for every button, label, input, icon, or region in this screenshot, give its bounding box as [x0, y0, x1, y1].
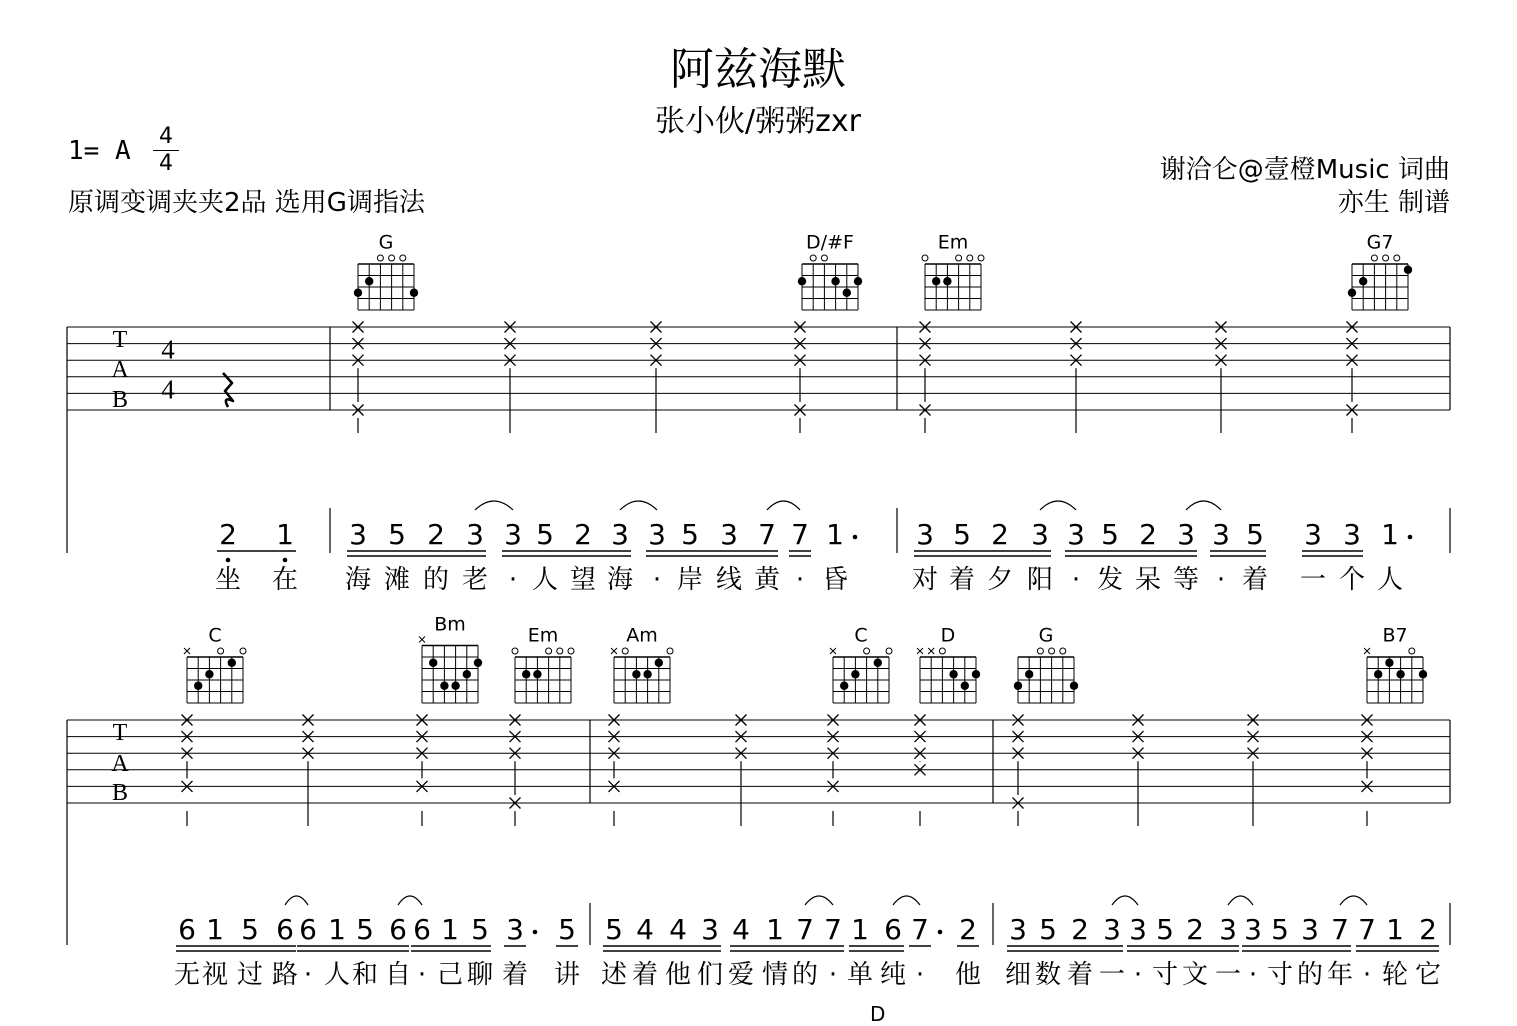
jianpu-note: 1 — [826, 518, 844, 551]
lyric-syllable: 在 — [271, 565, 299, 595]
lyric-syllable: 的 — [791, 960, 819, 990]
tab-clef-letter: T — [112, 720, 128, 746]
lyric-syllable: 单 — [846, 960, 874, 990]
lyric-syllable: 细 — [1004, 960, 1032, 990]
jianpu-note: 3 — [1009, 913, 1027, 946]
jianpu-note: 1 — [441, 913, 459, 946]
jianpu-note: 3 — [1244, 913, 1262, 946]
lyric-syllable: 黄 — [753, 565, 781, 595]
jianpu-note: 3 — [648, 518, 666, 551]
jianpu-note: 3 — [701, 913, 719, 946]
lyric-syllable: 岸 — [676, 565, 704, 595]
jianpu-note: 4 — [636, 913, 654, 946]
time-signature-top: 4 — [153, 126, 179, 151]
jianpu-note: 2 — [959, 913, 977, 946]
jianpu-note: 1 — [328, 913, 346, 946]
jianpu-note: 7 — [824, 913, 842, 946]
lyric-syllable: 昏 — [821, 565, 849, 595]
jianpu-note: 3 — [504, 518, 522, 551]
time-signature — [153, 126, 179, 175]
lyric-extension-dot: · — [417, 960, 427, 990]
lyric-extension-dot: · — [828, 960, 838, 990]
lyric-syllable: 线 — [715, 565, 743, 595]
chord-name: G — [1038, 624, 1054, 647]
lyric-syllable: 望 — [569, 565, 597, 595]
lyric-syllable: 纯 — [879, 960, 907, 990]
jianpu-note: 6 — [299, 913, 317, 946]
lyric-syllable: 夕 — [986, 565, 1014, 595]
lyric-syllable: 视 — [201, 960, 229, 990]
lyrics-music-credit: 谢洽仑@壹橙Music 词曲 — [1159, 155, 1450, 185]
jianpu-note: 5 — [681, 518, 699, 551]
song-title: 阿兹海默 — [670, 44, 846, 95]
jianpu-note: 3 — [1177, 518, 1195, 551]
lyric-syllable: 情 — [761, 960, 789, 990]
jianpu-note: 3 — [1301, 913, 1319, 946]
lyric-syllable: 呆 — [1134, 565, 1162, 595]
artist-name: 张小伙/粥粥zxr — [655, 104, 861, 139]
lyric-syllable: 个 — [1338, 565, 1366, 595]
jianpu-note: 2 — [1186, 913, 1204, 946]
lyric-syllable: 滩 — [383, 565, 411, 595]
tab-clef-letter: T — [112, 327, 128, 353]
jianpu-note: 3 — [1067, 518, 1085, 551]
lyric-syllable: 自 — [384, 960, 412, 990]
lyric-syllable: 人 — [1376, 565, 1404, 595]
jianpu-note: 1 — [851, 913, 869, 946]
jianpu-note: 5 — [1039, 913, 1057, 946]
jianpu-note: 5 — [241, 913, 259, 946]
jianpu-note: 7 — [1331, 913, 1349, 946]
jianpu-note: 1 — [1381, 518, 1399, 551]
jianpu-note: 5 — [388, 518, 406, 551]
jianpu-note: 1 — [1386, 913, 1404, 946]
jianpu-note: 3 — [1129, 913, 1147, 946]
jianpu-note: 3 — [1103, 913, 1121, 946]
jianpu-note: 5 — [953, 518, 971, 551]
lyric-syllable: 聊 — [466, 960, 494, 990]
jianpu-note: 3 — [611, 518, 629, 551]
jianpu-note: 5 — [1246, 518, 1264, 551]
jianpu-note: 6 — [178, 913, 196, 946]
lyric-syllable: 一 — [1214, 960, 1242, 990]
lyric-syllable: 着 — [631, 960, 659, 990]
lyric-syllable: 对 — [911, 565, 939, 595]
lyric-syllable: 寸 — [1266, 960, 1294, 990]
jianpu-note: 3 — [720, 518, 738, 551]
lyric-syllable: 的 — [1296, 960, 1324, 990]
transcriber-credit: 亦生 制谱 — [1337, 188, 1450, 218]
jianpu-note: 2 — [427, 518, 445, 551]
chord-name: Am — [626, 624, 658, 647]
lyric-extension-dot: · — [652, 565, 662, 595]
jianpu-note: 6 — [276, 913, 294, 946]
lyric-extension-dot: · — [1362, 960, 1372, 990]
jianpu-note: 3 — [1219, 913, 1237, 946]
jianpu-note: 3 — [1212, 518, 1230, 551]
lyric-syllable: 己 — [436, 960, 464, 990]
lyric-syllable: 人 — [323, 960, 351, 990]
jianpu-note: 3 — [466, 518, 484, 551]
lyric-extension-dot: · — [508, 565, 518, 595]
lyric-syllable: 寸 — [1151, 960, 1179, 990]
lyric-syllable: 着 — [1066, 960, 1094, 990]
chord-name: Bm — [434, 613, 466, 635]
jianpu-note: 6 — [413, 913, 431, 946]
lyric-syllable: 路 — [271, 960, 299, 990]
tab-clef-letter: B — [111, 387, 129, 413]
chord-name: C — [208, 624, 222, 647]
jianpu-note: 3 — [1343, 518, 1361, 551]
jianpu-note: 7 — [1358, 913, 1376, 946]
jianpu-note: 3 — [1031, 518, 1049, 551]
lyric-syllable: 数 — [1034, 960, 1062, 990]
jianpu-note: 2 — [1419, 913, 1437, 946]
jianpu-note: 5 — [558, 913, 576, 946]
jianpu-note: 5 — [1101, 518, 1119, 551]
jianpu-note: 3 — [349, 518, 367, 551]
chord-name: G7 — [1366, 231, 1394, 254]
jianpu-note: 5 — [471, 913, 489, 946]
lyric-syllable: 无 — [173, 960, 201, 990]
lyric-syllable: 一 — [1299, 565, 1327, 595]
jianpu-note: 2 — [1071, 913, 1089, 946]
jianpu-note: 3 — [916, 518, 934, 551]
jianpu-note: 7 — [796, 913, 814, 946]
time-signature-bottom: 4 — [159, 151, 173, 176]
lyric-syllable: 坐 — [214, 565, 242, 595]
jianpu-note: 2 — [1139, 518, 1157, 551]
tab-clef-letter: B — [111, 780, 129, 806]
tab-time-signature-top: 4 — [161, 334, 175, 365]
lyric-extension-dot: · — [1248, 960, 1258, 990]
lyric-syllable: 他 — [664, 960, 692, 990]
tab-time-signature-bottom: 4 — [161, 374, 175, 405]
lyric-syllable: 他 — [954, 960, 982, 990]
jianpu-note: 2 — [574, 518, 592, 551]
jianpu-note: 7 — [911, 913, 929, 946]
lyric-syllable: 海 — [344, 565, 372, 595]
jianpu-note: 6 — [389, 913, 407, 946]
lyric-syllable: 过 — [236, 960, 264, 990]
lyric-syllable: 阳 — [1026, 565, 1054, 595]
lyric-extension-dot: · — [1133, 960, 1143, 990]
lyric-extension-dot: · — [1216, 565, 1226, 595]
lyric-syllable: 的 — [422, 565, 450, 595]
jianpu-note: 3 — [506, 913, 524, 946]
chord-name: Em — [527, 624, 559, 647]
key-signature: 1= A — [68, 136, 131, 166]
lyric-syllable: 发 — [1096, 565, 1124, 595]
chord-name: D — [940, 624, 956, 647]
jianpu-note: 5 — [356, 913, 374, 946]
lyric-syllable: 们 — [696, 960, 724, 990]
lyric-syllable: 述 — [600, 960, 628, 990]
lyric-syllable: 和 — [351, 960, 379, 990]
capo-note: 原调变调夹夹2品 选用G调指法 — [68, 188, 425, 218]
lyric-syllable: 一 — [1098, 960, 1126, 990]
jianpu-note: 7 — [758, 518, 776, 551]
jianpu-note: 3 — [1304, 518, 1322, 551]
lyric-extension-dot: · — [795, 565, 805, 595]
jianpu-note: 5 — [605, 913, 623, 946]
next-system-chord-label: D — [870, 1002, 886, 1026]
tab-clef-letter: A — [111, 751, 129, 777]
lyric-syllable: 它 — [1414, 960, 1442, 990]
jianpu-note: 5 — [1156, 913, 1174, 946]
jianpu-note: 2 — [219, 518, 237, 551]
lyric-syllable: 等 — [1172, 565, 1200, 595]
lyric-syllable: 老 — [461, 565, 489, 595]
jianpu-note: 1 — [276, 518, 294, 551]
jianpu-note: 1 — [766, 913, 784, 946]
chord-name: G — [378, 231, 394, 254]
lyric-syllable: 着 — [1241, 565, 1269, 595]
jianpu-note: 4 — [669, 913, 687, 946]
jianpu-note: 5 — [1271, 913, 1289, 946]
next-system-chord-name — [866, 1002, 890, 1026]
lyric-syllable: 人 — [531, 565, 559, 595]
lyric-syllable: 着 — [948, 565, 976, 595]
jianpu-note: 7 — [791, 518, 809, 551]
chord-name: C — [854, 624, 868, 647]
lyric-syllable: 讲 — [553, 960, 581, 990]
chord-name: Em — [937, 231, 969, 254]
lyric-syllable: 海 — [606, 565, 634, 595]
lyric-syllable: 爱 — [727, 960, 755, 990]
lyric-extension-dot: · — [303, 960, 313, 990]
chord-name: B7 — [1382, 624, 1408, 647]
tab-clef-letter: A — [111, 357, 129, 383]
jianpu-note: 5 — [536, 518, 554, 551]
lyric-extension-dot: · — [1071, 565, 1081, 595]
jianpu-note: 6 — [884, 913, 902, 946]
lyric-extension-dot: · — [915, 960, 925, 990]
chord-name: D/#F — [806, 231, 854, 254]
jianpu-note: 2 — [991, 518, 1009, 551]
lyric-syllable: 着 — [501, 960, 529, 990]
jianpu-note: 4 — [732, 913, 750, 946]
lyric-syllable: 年 — [1326, 960, 1354, 990]
jianpu-note: 1 — [206, 913, 224, 946]
lyric-syllable: 文 — [1181, 960, 1209, 990]
lyric-syllable: 轮 — [1381, 960, 1409, 990]
